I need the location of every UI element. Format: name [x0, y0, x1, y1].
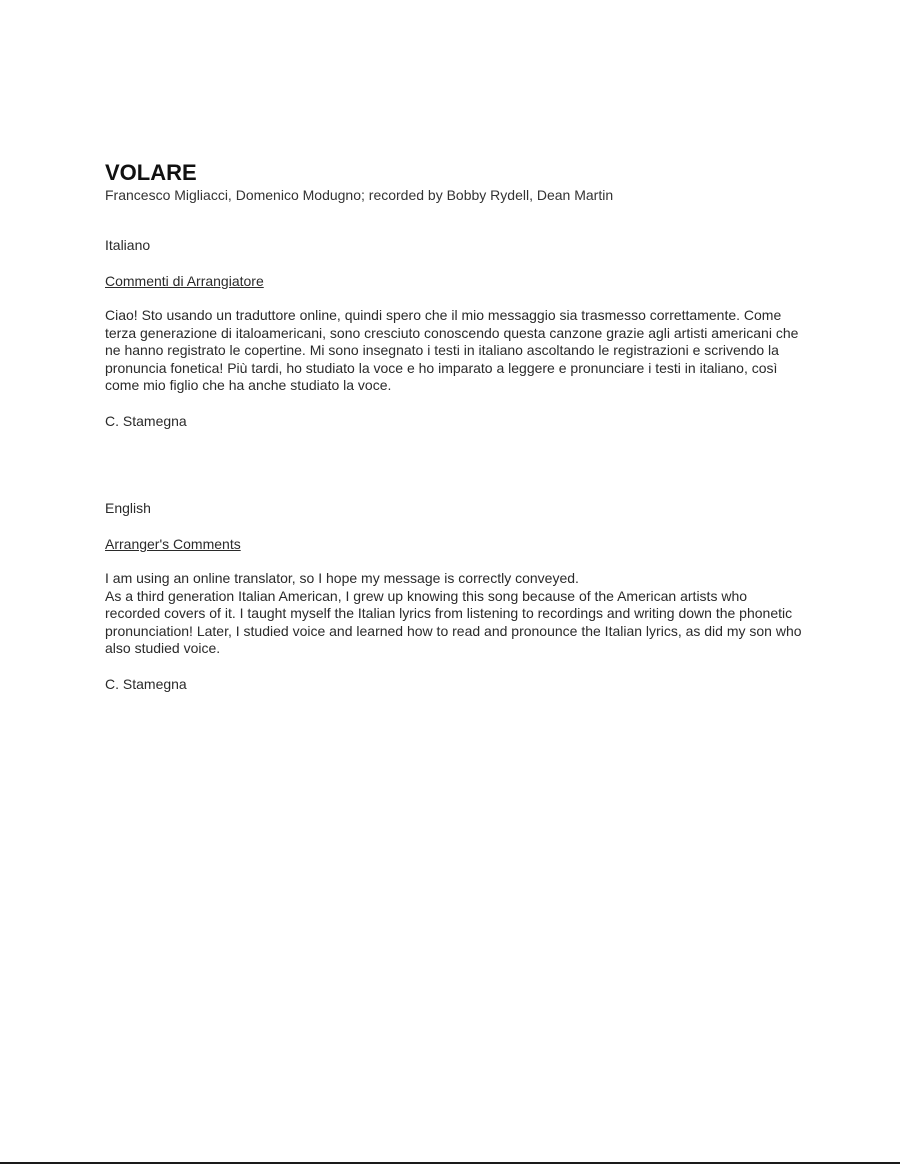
document-content [105, 160, 805, 693]
section-heading-italian: Commenti di Arrangiatore [105, 273, 264, 289]
song-title: VOLARE [105, 160, 197, 185]
language-label-english: English [105, 499, 151, 516]
signature-english: C. Stamegna [105, 675, 187, 692]
section-heading-english: Arranger's Comments [105, 535, 241, 552]
song-credits: Francesco Migliacci, Domenico Modugno; recorded by Bobby Rydell, Dean Martin [105, 187, 614, 203]
comment-body-italian: Ciao! Sto usando un traduttore online, quindi spero che il mio messaggio sia trasmesso correttamente. Come terza generazione di italoamericani, sono cresciuto conoscendo questa canzone grazie agli artisti americani che ne hanno registrato le copertine. Mi sono insegnato i testi in italiano ascoltando le registrazioni e scrivendo la pronuncia fonetica! Più tardi, ho studiato la voce e ho imparato a leggere e pronunciare i testi in italiano, così come mio figlio che ha anche studiato la voce. [105, 307, 799, 394]
comment-body-english: I am using an online translator, so I hope my message is correctly conveyed. As a third generation Italian American, I grew up knowing this song because of the American artists who recorded covers of it. I taught myself the Italian lyrics from listening to recordings and writing down the phonetic pronunciation! Later, I studied voice and learned how to read and pronounce the Italian lyrics, as did my son who also studied voice. [105, 569, 802, 657]
signature-italian: C. Stamegna [105, 412, 187, 429]
language-label-italian: Italiano [105, 237, 151, 253]
